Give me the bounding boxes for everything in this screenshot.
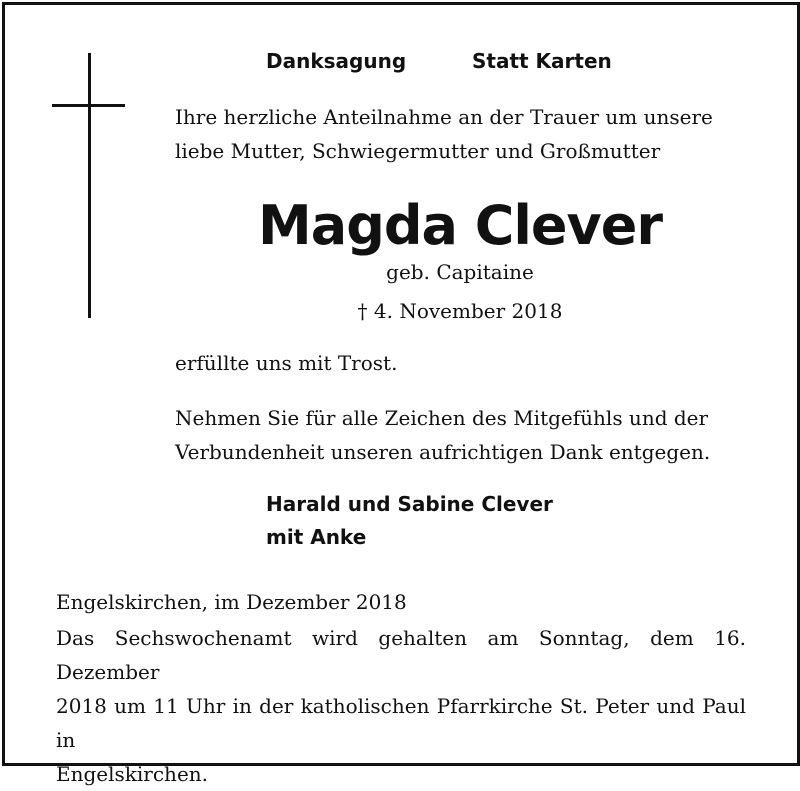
death-date: † 4. November 2018 — [357, 299, 563, 323]
thanks-line-1: Nehmen Sie für alle Zeichen des Mitgefühls und der — [175, 406, 709, 430]
signer-names: Harald und Sabine Clever — [266, 492, 553, 516]
maiden-name: geb. Capitaine — [386, 260, 534, 284]
intro-line-1: Ihre herzliche Anteilnahme an der Trauer um unsere — [175, 105, 713, 129]
cross-icon-crossbar — [52, 104, 125, 107]
thanks-line-2: Verbundenheit unseren aufrichtigen Dank entgegen. — [175, 440, 711, 464]
service-line-3: Engelskirchen. — [56, 762, 209, 786]
header-danksagung: Danksagung — [266, 49, 407, 73]
place-date: Engelskirchen, im Dezember 2018 — [56, 590, 407, 614]
cross-icon — [88, 53, 91, 318]
service-line-1: Das Sechswochenamt wird gehalten am Sonntag, dem 16. Dezember — [56, 626, 746, 684]
intro-line-2: liebe Mutter, Schwiegermutter und Großmutter — [175, 139, 661, 163]
service-line-2: 2018 um 11 Uhr in der katholischen Pfarrkirche St. Peter und Paul in — [56, 694, 746, 752]
signer-addition: mit Anke — [266, 525, 367, 549]
thanks-text — [175, 401, 745, 469]
header-statt-karten: Statt Karten — [472, 49, 612, 73]
deceased-name: Magda Clever — [258, 194, 662, 257]
trost-text: erfüllte uns mit Trost. — [175, 351, 398, 375]
intro-text — [175, 100, 745, 168]
